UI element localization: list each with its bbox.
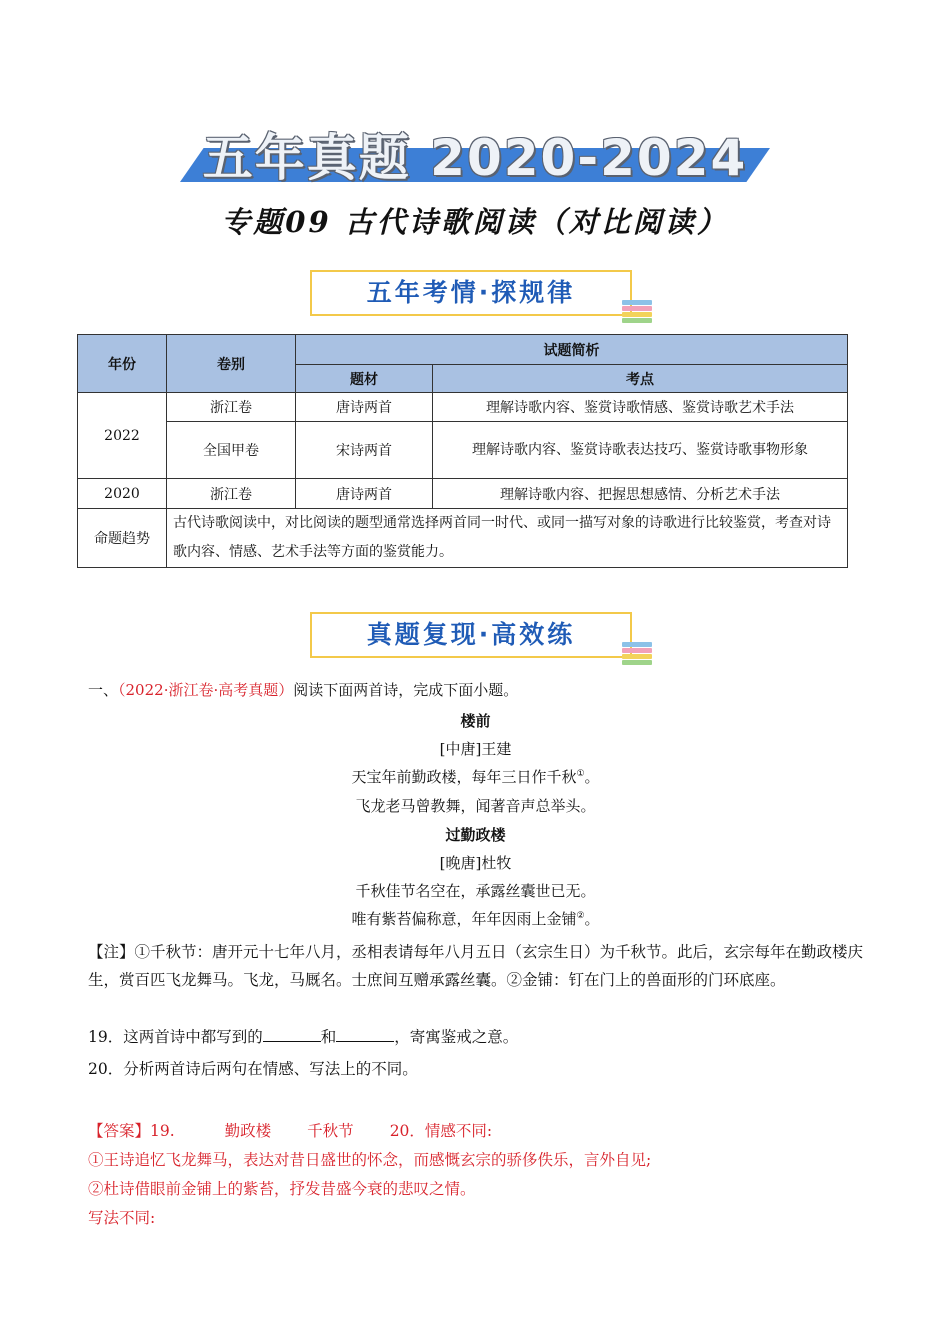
q19-part-a: 19．这两首诗中都写到的 [88, 1028, 263, 1046]
answer-19-a: 勤政楼 [224, 1122, 272, 1140]
cell-paper: 浙江卷 [167, 393, 296, 422]
poem1-author: [中唐]王建 [439, 740, 512, 758]
question-20: 20．分析两首诗后两句在情感、写法上的不同。 [88, 1060, 418, 1078]
answer-line-2: ②杜诗借眼前金铺上的紫苔，抒发昔盛今衰的悲叹之情。 [88, 1180, 476, 1198]
books-icon [622, 642, 652, 664]
answer-line-3: 写法不同: [88, 1209, 156, 1227]
cell-trend-label: 命题趋势 [78, 509, 167, 568]
answer-19-b: 千秋节 [307, 1122, 354, 1140]
table-row [78, 393, 848, 422]
poem2-line2-end: 。 [584, 910, 600, 928]
cell-topic: 宋诗两首 [296, 422, 433, 479]
cell-year: 2022 [78, 393, 167, 479]
section-heading-exam-trends [310, 270, 632, 316]
books-icon [622, 300, 652, 322]
table-row [78, 422, 848, 479]
answer-20-heading: 20．情感不同: [389, 1122, 493, 1140]
answer-line-19 [88, 1119, 492, 1141]
question-heading [88, 679, 518, 700]
poem1-title: 楼前 [460, 712, 491, 730]
section-heading-label: 五年考情·探规律 [366, 278, 576, 307]
poem1-line1-text: 天宝年前勤政楼，每年三日作千秋 [351, 768, 577, 786]
poem1-line1 [88, 766, 863, 787]
header-paper: 卷别 [167, 335, 296, 393]
cell-points: 理解诗歌内容、把握思想感情、分析艺术手法 [433, 479, 848, 509]
cell-year: 2020 [78, 479, 167, 509]
exam-info-table [77, 334, 848, 568]
cell-points: 理解诗歌内容、鉴赏诗歌情感、鉴赏诗歌艺术手法 [433, 393, 848, 422]
section-heading-label: 真题复现·高效练 [366, 620, 576, 649]
header-points: 考点 [433, 365, 848, 393]
header-topic: 题材 [296, 365, 433, 393]
poem1-line2: 飞龙老马曾教舞，闻著音声总举头。 [355, 797, 596, 815]
table-row-trend [78, 509, 848, 568]
header-banner [180, 118, 770, 187]
answer-line-1: ①王诗追忆飞龙舞马，表达对昔日盛世的怀念，而感慨玄宗的骄侈佚乐，言外自见; [88, 1151, 652, 1169]
cell-points: 理解诗歌内容、鉴赏诗歌表达技巧、鉴赏诗歌事物形象 [433, 422, 848, 479]
q19-part-c: ，寄寓鉴戒之意。 [394, 1028, 519, 1046]
document-title: 专题09 古代诗歌阅读（对比阅读） [221, 205, 729, 239]
cell-topic: 唐诗两首 [296, 393, 433, 422]
poem1-line1-end: 。 [584, 768, 600, 786]
header-analysis: 试题简析 [296, 335, 848, 365]
header-year: 年份 [78, 335, 167, 393]
answer-blank-1[interactable] [263, 1027, 321, 1042]
table-row [78, 479, 848, 509]
footnote-text: 【注】①千秋节：唐开元十七年八月，丞相表请每年八月五日（玄宗生日）为千秋节。此后，玄宗每年在勤政楼庆生，赏百匹飞龙舞马。飞龙，马厩名。士庶间互赠承露丝囊。②金铺：钉在门上的兽面形的门环底座。 [88, 943, 864, 989]
footnote-mark-1: ① [576, 769, 585, 779]
poem2-author: [晚唐]杜牧 [439, 854, 512, 872]
poem2-line2 [88, 908, 863, 929]
q19-part-b: 和 [320, 1028, 337, 1046]
cell-trend-text: 古代诗歌阅读中，对比阅读的题型通常选择两首同一时代、或同一描写对象的诗歌进行比较鉴赏，考查对诗歌内容、情感、艺术手法等方面的鉴赏能力。 [167, 509, 848, 568]
question-source: （2022·浙江卷·高考真题） [118, 681, 294, 699]
poem2-line2-text: 唯有紫苔偏称意，年年因雨上金铺 [351, 910, 577, 928]
cell-topic: 唐诗两首 [296, 479, 433, 509]
answer-blank-2[interactable] [336, 1027, 394, 1042]
answer-label: 【答案】19. [88, 1122, 175, 1140]
poem2-title: 过勤政楼 [445, 826, 506, 844]
poem2-line1: 千秋佳节名空在，承露丝囊世已无。 [355, 882, 596, 900]
footnote-mark-2: ② [576, 911, 585, 921]
question-prefix: 一、 [88, 681, 119, 699]
cell-paper: 浙江卷 [167, 479, 296, 509]
cell-paper: 全国甲卷 [167, 422, 296, 479]
banner-title: 五年真题 2020-2024 [202, 129, 748, 187]
question-19 [88, 1025, 518, 1047]
question-instruction: 阅读下面两首诗，完成下面小题。 [293, 681, 519, 699]
section-heading-practice [310, 612, 632, 658]
